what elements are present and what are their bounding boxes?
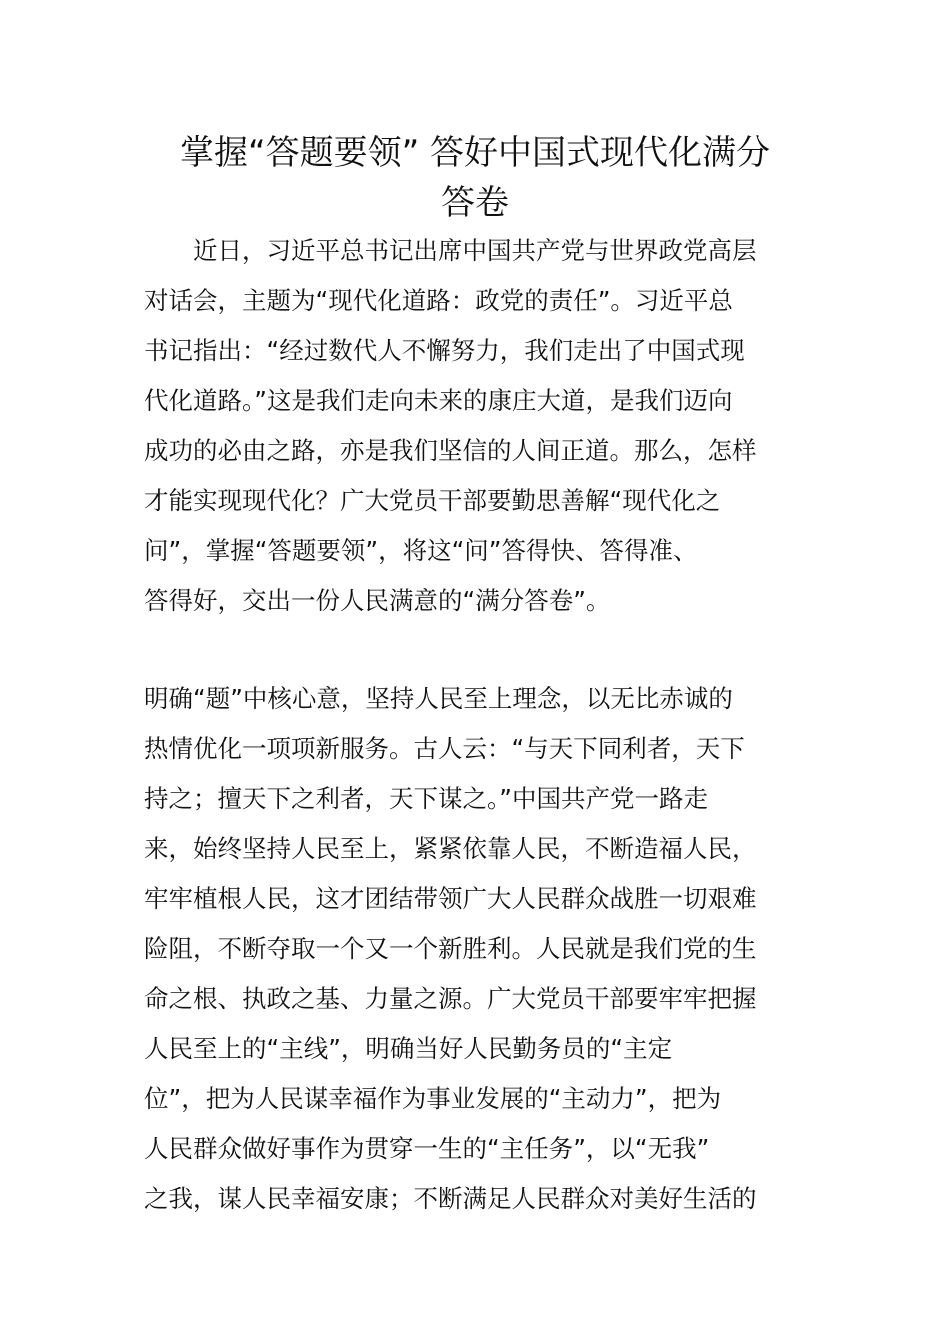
title-line: 答卷 — [441, 183, 509, 223]
text-line: 成功的必由之路，亦是我们坚信的人间正道。那么，怎样 — [144, 436, 757, 465]
text-line: 近日，习近平总书记出席中国共产党与世界政党高层 — [144, 236, 757, 265]
text-line: 持之；擅天下之利者，天下谋之。”中国共产党一路走 — [144, 784, 708, 813]
text-line: 之我，谋人民幸福安康；不断满足人民群众对美好生活的 — [144, 1184, 757, 1213]
text-line: 答得好，交出一份人民满意的“满分答卷”。 — [144, 586, 611, 615]
text-line: 热情优化一项项新服务。古人云：“与天下同利者，天下 — [144, 734, 745, 763]
text-line: 命之根、执政之基、力量之源。广大党员干部要牢牢把握 — [144, 984, 757, 1013]
text-line: 才能实现现代化？广大党员干部要勤思善解“现代化之 — [144, 486, 721, 515]
text-line: 险阻，不断夺取一个又一个新胜利。人民就是我们党的生 — [144, 934, 757, 963]
text-line: 来，始终坚持人民至上，紧紧依靠人民，不断造福人民， — [144, 834, 757, 863]
paragraph-section-1 — [144, 674, 808, 1224]
text-line: 明确“题”中核心意，坚持人民至上理念，以无比赤诚的 — [144, 684, 733, 713]
text-line: 位”，把为人民谋幸福作为事业发展的“主动力”，把为 — [144, 1084, 722, 1113]
text-line: 书记指出：“经过数代人不懈努力，我们走出了中国式现 — [144, 336, 745, 365]
document-title — [140, 128, 810, 228]
text-line: 对话会，主题为“现代化道路：政党的责任”。习近平总 — [144, 286, 733, 315]
text-line: 人民群众做好事作为贯穿一生的“主任务”，以“无我” — [144, 1134, 710, 1163]
text-line: 人民至上的“主线”，明确当好人民勤务员的“主定 — [144, 1034, 673, 1063]
text-line: 牢牢植根人民，这才团结带领广大人民群众战胜一切艰难 — [144, 884, 757, 913]
text-line: 问”，掌握“答题要领”，将这“问”答得快、答得准、 — [144, 536, 698, 565]
text-line: 代化道路。”这是我们走向未来的康庄大道，是我们迈向 — [144, 386, 733, 415]
paragraph-intro — [144, 226, 808, 626]
title-line: 掌握“答题要领” 答好中国式现代化满分 — [179, 133, 771, 173]
